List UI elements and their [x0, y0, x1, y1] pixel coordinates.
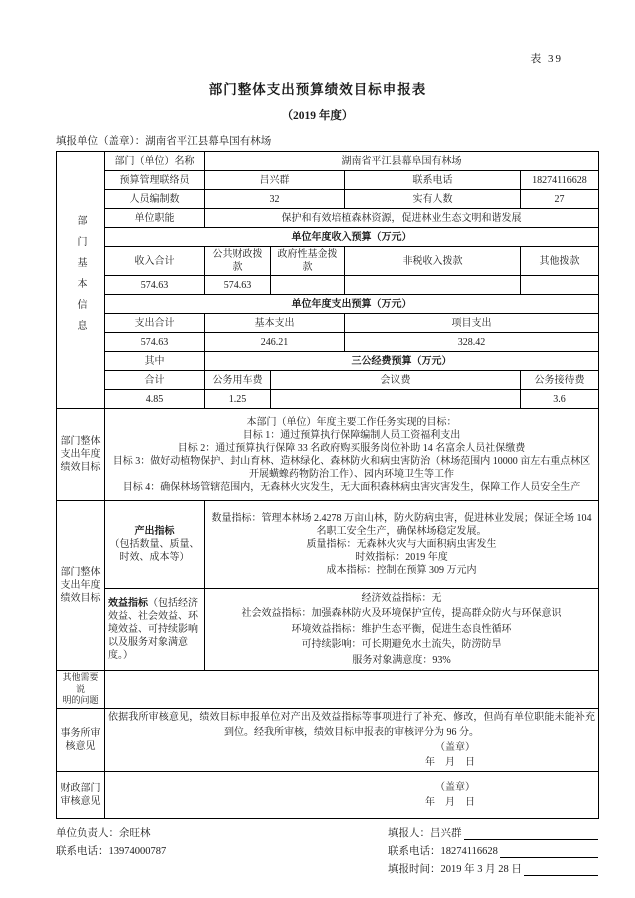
table-number: 表 39 — [530, 53, 563, 65]
income-col-other: 其他拨款 — [521, 247, 599, 276]
budget-form-table — [56, 151, 599, 819]
benefit-indicator-label: 效益指标（包括经济效益、社会效益、环境效益、可持续影响以及服务对象满意度。） — [105, 589, 205, 671]
section-label-other-notes: 其他需要说 明的问题 — [57, 671, 105, 709]
income-col-gov-fund: 政府性基金拨款 — [271, 247, 345, 276]
page-title: 部门整体支出预算绩效目标申报表 — [208, 82, 427, 97]
phone-value: 18274116628 — [521, 171, 599, 190]
output-indicator-label: 产出指标 （包括数量、质量、时效、成本等） — [105, 501, 205, 589]
goals-intro: 本部门（单位）年度主要工作任务实现的目标： — [246, 416, 457, 428]
staff-actual-label: 实有人数 — [345, 190, 521, 209]
three-public-meeting-value — [271, 390, 521, 409]
filling-date-line: 填报时间：2019 年 3 月 28 日 — [388, 861, 598, 879]
firm-review-seal: （盖章） — [435, 742, 475, 754]
goal-2: 目标 2：通过预算执行保障 33 名政府购买服务岗位补助 14 名富余人员社保缴费 — [177, 442, 526, 454]
section-label-indicators: 部门整体 支出年度 绩效目标 — [57, 501, 105, 671]
fill-underline — [464, 838, 599, 840]
cost-indicator: 成本指标：控制在预算 309 万元内 — [326, 565, 477, 576]
goal-3: 目标 3：做好动植物保护、封山育林、造林绿化、森林防火和病虫害防治（林场范围内 10000 亩左右重点林区开展蟥蟓药物防治工作）、园内环境卫生等工作 — [112, 455, 591, 480]
economic-benefit: 经济效益指标：无 — [361, 592, 442, 604]
goal-4: 目标 4：确保林场管辖范围内，无森林火灾发生，无大面积森林病虫害灾害发生，保障工作人员安全生产 — [122, 481, 581, 493]
three-public-col-meeting: 会议费 — [271, 371, 521, 390]
firm-review-text: 依据我所审核意见，绩效目标申报单位对产出及效益指标等事项进行了补充、修改，但尚有单位职能未能补充到位。经我所审核，绩效目标申报表的审核评分为 96 分。 — [108, 712, 595, 739]
liaison-label: 预算管理联络员 — [105, 171, 205, 190]
quantity-indicator: 数量指标：管理本林场 2.4278 万亩山林，防火防病虫害，促进林业发展；保证全场 104 名职工安全生产，确保林场稳定发展。 — [211, 513, 592, 537]
fill-underline — [500, 856, 598, 858]
fill-underline — [524, 874, 598, 876]
goal-1: 目标 1：通过预算执行保障编制人员工资福利支出 — [242, 429, 461, 441]
social-benefit: 社会效益指标：加强森林防火及环境保护宣传，提高群众防火与环保意识 — [241, 608, 562, 620]
satisfaction: 服务对象满意度：93% — [352, 654, 451, 666]
section-label-annual-goals: 部门整体 支出年度 绩效目标 — [57, 409, 105, 501]
income-col-nontax: 非税收入拨款 — [345, 247, 521, 276]
filler-phone-line: 联系电话：18274116628 — [388, 843, 598, 861]
firm-review-content — [105, 709, 599, 772]
income-other-value — [521, 276, 599, 295]
output-indicator-content — [205, 501, 599, 589]
income-total-value: 574.63 — [105, 276, 205, 295]
section-label-finance-review: 财政部门 审核意见 — [57, 772, 105, 819]
form-footer — [56, 825, 598, 879]
annual-goals-content — [105, 409, 599, 501]
section-label-basic-info: 部门基本信息 — [57, 152, 105, 409]
environment-benefit: 环境效益指标：维护生态平衡，促进生态良性循环 — [291, 623, 512, 635]
page-year: （2019 年度） — [281, 110, 354, 122]
sustainability: 可持续影响：可长期避免水土流失，防涝防旱 — [301, 639, 502, 651]
three-public-vehicle-value: 1.25 — [205, 390, 271, 409]
three-public-reception-value: 3.6 — [521, 390, 599, 409]
income-col-total: 收入合计 — [105, 247, 205, 276]
income-budget-header: 单位年度收入预算（万元） — [105, 228, 599, 247]
phone-label: 联系电话 — [345, 171, 521, 190]
timeliness-indicator: 时效指标：2019 年度 — [355, 552, 448, 563]
unit-head-phone-line: 联系电话：13974000787 — [56, 846, 167, 858]
function-label: 单位职能 — [105, 209, 205, 228]
filler-line: 填报人：吕兴群 — [388, 825, 598, 843]
finance-review-seal: （盖章） — [435, 782, 475, 794]
quality-indicator: 质量指标：无森林火灾与大面积病虫害发生 — [306, 539, 497, 550]
expense-project-value: 328.42 — [345, 333, 599, 352]
expense-basic-value: 246.21 — [205, 333, 345, 352]
liaison-value: 吕兴群 — [205, 171, 345, 190]
reporting-unit-line: 填报单位（盖章）：湖南省平江县幕阜国有林场 — [56, 136, 272, 147]
income-public-finance-value: 574.63 — [205, 276, 271, 295]
three-public-col-total: 合计 — [105, 371, 205, 390]
finance-review-date: 年 月 日 — [425, 797, 475, 809]
among-label: 其中 — [105, 352, 205, 371]
income-col-public-finance: 公共财政拨款 — [205, 247, 271, 276]
dept-name-value: 湖南省平江县幕阜国有林场 — [205, 152, 599, 171]
footer-left-column — [56, 825, 388, 879]
expense-col-project: 项目支出 — [345, 314, 599, 333]
finance-review-content — [105, 772, 599, 819]
expense-col-total: 支出合计 — [105, 314, 205, 333]
expense-budget-header: 单位年度支出预算（万元） — [105, 295, 599, 314]
three-public-header: 三公经费预算（万元） — [205, 352, 599, 371]
staff-quota-label: 人员编制数 — [105, 190, 205, 209]
staff-quota-value: 32 — [205, 190, 345, 209]
function-value: 保护和有效培植森林资源，促进林业生态文明和谐发展 — [205, 209, 599, 228]
three-public-col-reception: 公务接待费 — [521, 371, 599, 390]
dept-name-label: 部门（单位）名称 — [105, 152, 205, 171]
firm-review-date: 年 月 日 — [425, 757, 475, 769]
income-nontax-value — [345, 276, 521, 295]
staff-actual-value: 27 — [521, 190, 599, 209]
expense-col-basic: 基本支出 — [205, 314, 345, 333]
other-notes-content — [105, 671, 599, 709]
section-label-firm-review: 事务所审 核意见 — [57, 709, 105, 772]
three-public-col-vehicle: 公务用车费 — [205, 371, 271, 390]
three-public-total-value: 4.85 — [105, 390, 205, 409]
income-gov-fund-value — [271, 276, 345, 295]
unit-head-line: 单位负责人：余旺林 — [56, 828, 151, 840]
expense-total-value: 574.63 — [105, 333, 205, 352]
footer-right-column — [388, 825, 598, 879]
benefit-indicator-content — [205, 589, 599, 671]
